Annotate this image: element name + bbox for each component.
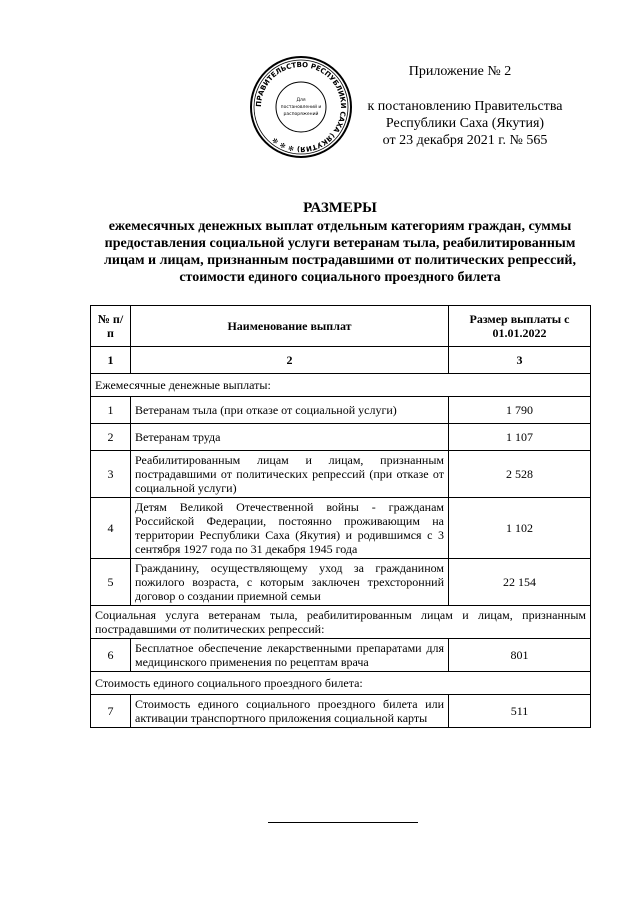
decree-line: Республики Саха (Якутия) (385, 116, 545, 131)
section-title: Стоимость единого социального проездного билета: (91, 672, 591, 695)
annex-label: Приложение № 2 (408, 64, 512, 79)
official-seal (248, 54, 354, 160)
table-row (91, 451, 591, 498)
row-number: 4 (91, 498, 131, 559)
table-row (91, 424, 591, 451)
svg-text:Для: Для (296, 98, 306, 103)
section-row (91, 606, 591, 639)
header-amount: Размер выплаты с 01.01.2022 (449, 306, 591, 347)
decree-line: от 23 декабря 2021 г. № 565 (382, 133, 548, 148)
row-number: 5 (91, 559, 131, 606)
column-number: 1 (91, 347, 131, 374)
row-name: Ветеранам труда (131, 424, 449, 451)
title-main: РАЗМЕРЫ (303, 200, 377, 216)
row-number: 7 (91, 695, 131, 728)
row-amount: 511 (449, 695, 591, 728)
row-name: Стоимость единого социального проездного билета или активации транспортного приложения социальной карты (131, 695, 449, 728)
row-number: 1 (91, 397, 131, 424)
row-number: 6 (91, 639, 131, 672)
svg-text:распоряжений: распоряжений (283, 112, 319, 117)
section-title: Социальная услуга ветеранам тыла, реабилитированным лицам и лицам, признанным пострадавшими от политических репрессий: (91, 606, 591, 639)
row-name: Гражданину, осуществляющему уход за гражданином пожилого возраста, с которым заключен трехсторонний договор о создании приемной семьи (131, 559, 449, 606)
row-name: Ветеранам тыла (при отказе от социальной услуги) (131, 397, 449, 424)
header-name: Наименование выплат (131, 306, 449, 347)
column-number: 2 (131, 347, 449, 374)
svg-text:постановлений и: постановлений и (280, 105, 322, 110)
section-title: Ежемесячные денежные выплаты: (91, 374, 591, 397)
row-amount: 22 154 (449, 559, 591, 606)
footer-divider (268, 822, 418, 823)
decree-reference (345, 98, 585, 149)
table-row (91, 639, 591, 672)
row-name: Детям Великой Отечественной войны - гражданам Российской Федерации, постоянно проживающим на территории Республики Саха (Якутия) и родившимся с 3 сентября 1927 года по 31 декабря 1945 года (131, 498, 449, 559)
section-row (91, 672, 591, 695)
decree-line: к постановлению Правительства (367, 99, 563, 114)
column-number: 3 (449, 347, 591, 374)
row-number: 2 (91, 424, 131, 451)
header-number: № п/п (91, 306, 131, 347)
svg-text:ПРАВИТЕЛЬСТВО РЕСПУБЛИКИ САХА: ПРАВИТЕЛЬСТВО РЕСПУБЛИКИ САХА (ЯКУТИЯ) ✻ ✻ ✻ (254, 60, 348, 154)
row-amount: 1 790 (449, 397, 591, 424)
row-amount: 2 528 (449, 451, 591, 498)
title-subtitle: ежемесячных денежных выплат отдельным категориям граждан, суммы предоставления социальной услуги ветеранам тыла, реабилитированным лицам и лицам, признанным пострадавшими от политических репрессий, стоимости единого социального проездного билета (104, 219, 576, 285)
table-row (91, 397, 591, 424)
row-name: Реабилитированным лицам и лицам, признанным пострадавшими от политических репрессий (при отказе от социальной услуги) (131, 451, 449, 498)
table-row (91, 498, 591, 559)
row-name: Бесплатное обеспечение лекарственными препаратами для медицинского применения по рецептам врача (131, 639, 449, 672)
table-row (91, 695, 591, 728)
payments-table (90, 305, 591, 728)
table-row (91, 559, 591, 606)
row-amount: 1 107 (449, 424, 591, 451)
row-number: 3 (91, 451, 131, 498)
section-row (91, 374, 591, 397)
row-amount: 801 (449, 639, 591, 672)
document-title (90, 200, 590, 286)
row-amount: 1 102 (449, 498, 591, 559)
